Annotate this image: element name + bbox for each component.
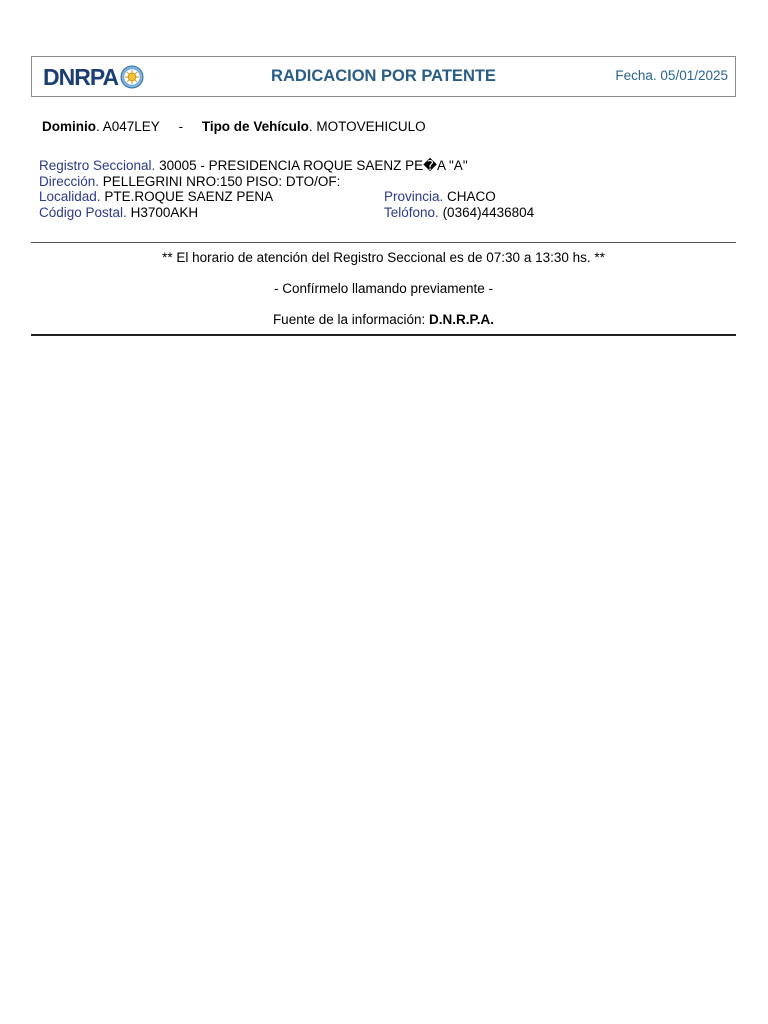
notice-bottom-divider	[31, 334, 736, 336]
confirm-notice: - Confírmelo llamando previamente -	[273, 281, 494, 296]
direccion-label: Dirección.	[39, 173, 100, 189]
date-label: Fecha.	[615, 68, 657, 83]
notice-top-divider	[31, 242, 736, 243]
fuente-value: D.N.R.P.A.	[429, 312, 495, 327]
page-title: RADICACION POR PATENTE	[271, 67, 496, 85]
registro-seccional-value: 30005 - PRESIDENCIA ROQUE SAENZ PE�A "A"	[159, 158, 468, 173]
localidad-row	[39, 189, 739, 205]
direccion-value: PELLEGRINI NRO:150 PISO: DTO/OF:	[102, 173, 341, 189]
localidad-label: Localidad.	[39, 189, 101, 204]
telefono-value: (0364)4436804	[442, 204, 535, 220]
vehicle-info: Dominio. A047LEY - Tipo de Vehículo. MOTOVEHICULO	[42, 119, 426, 134]
tipo-vehiculo-label: Tipo de Vehículo	[201, 119, 309, 134]
codigo-postal-row	[39, 205, 739, 221]
vehicle-separator: -	[178, 119, 184, 134]
dominio-value: A047LEY	[102, 119, 160, 134]
registro-seccional-row	[39, 158, 739, 174]
provincia-value: CHACO	[447, 189, 496, 204]
horario-notice: ** El horario de atención del Registro Seccional es de 07:30 a 13:30 hs. **	[162, 250, 605, 265]
fuente-label: Fuente de la información:	[272, 312, 426, 327]
logo-text: DNRPA	[43, 64, 119, 90]
telefono-label: Telófono.	[384, 204, 439, 220]
codigo-postal-value: H3700AKH	[130, 204, 199, 220]
document-header	[31, 56, 736, 97]
localidad-value: PTE.ROQUE SAENZ PENA	[104, 189, 274, 204]
dominio-label: Dominio	[42, 119, 96, 134]
date-field	[615, 68, 728, 84]
telefono-field	[384, 205, 534, 221]
provincia-label: Provincia.	[384, 189, 444, 204]
date-value: 05/01/2025	[660, 68, 728, 83]
fuente-notice	[31, 312, 736, 328]
registry-info	[39, 158, 739, 220]
registro-seccional-label: Registro Seccional.	[39, 158, 156, 173]
provincia-field	[384, 189, 496, 205]
direccion-row	[39, 174, 739, 190]
codigo-postal-label: Código Postal.	[39, 204, 127, 220]
tipo-vehiculo-value: MOTOVEHICULO	[316, 119, 426, 134]
